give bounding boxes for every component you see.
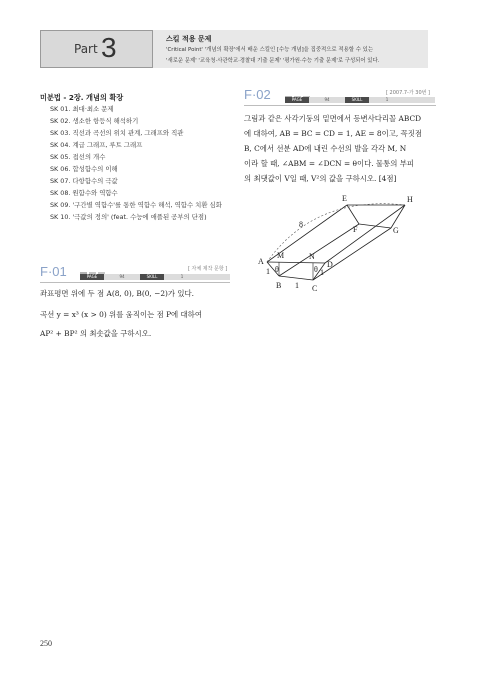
label-b: B — [276, 281, 282, 290]
label-d: D — [327, 260, 333, 269]
label-eight: 8 — [299, 220, 303, 229]
problem-f01-line-3: AP² + BP² 의 최솟값을 구하시오. — [40, 329, 152, 338]
edge-ef — [347, 205, 359, 224]
label-a: A — [258, 257, 264, 266]
bar-skill-value: 1 — [385, 97, 389, 102]
label-one-right: 1 — [320, 268, 324, 277]
edge-fg — [359, 224, 391, 228]
label-e: E — [342, 194, 347, 203]
problem-f02-line-3: B, C에서 선분 AD에 내린 수선의 발을 각각 M, N — [244, 144, 407, 153]
page-number: 250 — [40, 639, 52, 648]
label-n: N — [309, 252, 315, 261]
divider — [40, 282, 230, 283]
label-theta-left: θ — [275, 265, 279, 274]
toc-item: SK 09. '구간별 역함수'를 통한 역함수 해석, 역함수 치환 심화 — [50, 201, 222, 209]
label-one-left: 1 — [266, 267, 270, 276]
header-title: 스킬 적용 문제 — [166, 35, 212, 43]
label-theta-right: θ — [314, 265, 318, 274]
label-m: M — [277, 251, 285, 260]
label-one-bottom: 1 — [295, 281, 299, 290]
problem-f01-line-2: 곡선 y = x³ (x > 0) 위를 움직이는 점 P에 대하여 — [40, 310, 202, 319]
edge-bc — [279, 276, 313, 280]
toc-item: SK 05. 접선의 개수 — [50, 153, 106, 161]
edge-cg — [313, 228, 391, 280]
toc-item: SK 03. 직선과 곡선의 위치 관계, 그래프와 직관 — [50, 129, 184, 137]
part-label: Part — [74, 42, 98, 56]
prism-figure — [255, 190, 430, 300]
edge-gh — [391, 205, 405, 228]
toc-item: SK 07. 다항함수의 극값 — [50, 177, 118, 185]
edge-ad — [267, 262, 325, 263]
header-line-2: '새로운 문제' '교육청·사관학교·경찰대 기출 문제' '평가원·수능 기출 문제'로 구성되어 있다. — [166, 58, 380, 64]
toc-title: 미분법 - 2장. 개념의 확장 — [40, 93, 124, 102]
toc-item: SK 06. 합성함수의 이해 — [50, 165, 118, 173]
edge-bf — [279, 224, 359, 276]
bar-page-label: PAGE — [285, 97, 309, 103]
problem-f02-line-4: 이라 할 때, ∠ABM = ∠DCN = θ이다. 물통의 부피 — [244, 159, 414, 168]
bar-page-value: 94 — [119, 274, 125, 279]
toc-item: SK 10. '극값의 정의' (feat. 수능에 애플된 공부의 단점) — [50, 213, 207, 221]
problem-f01-line-1: 좌표평면 위에 두 점 A(8, 0), B(0, −2)가 있다. — [40, 289, 195, 298]
toc-item: SK 02. 생소한 항등식 해석하기 — [50, 117, 139, 125]
toc-item: SK 01. 최대·최소 문제 — [50, 105, 114, 113]
bar-page-label: PAGE — [80, 274, 104, 280]
label-g: G — [393, 226, 399, 235]
problem-source-f01: [ 자체 제작 문항 ] — [188, 266, 228, 272]
problem-f02-line-5: 의 최댓값이 V일 때, V²의 값을 구하시오. [4점] — [244, 174, 397, 183]
bar-skill-label: SKILL — [140, 274, 164, 280]
difficulty-dots — [80, 264, 107, 271]
bar-skill-value: 1 — [180, 274, 184, 279]
problem-f02-line-1: 그림과 같은 사각기둥의 밑면에서 등변사다리꼴 ABCD — [244, 114, 422, 123]
header-line-1: 'Critical Point' '개념의 확장'에서 배운 스킬인 [수능 개념]을 집중적으로 적용할 수 있는 — [166, 47, 374, 53]
toc-item: SK 08. 원함수와 역함수 — [50, 189, 118, 197]
difficulty-dots — [285, 88, 312, 95]
divider — [244, 105, 436, 106]
part-number: 3 — [101, 32, 117, 63]
bar-skill-label: SKILL — [345, 97, 369, 103]
problem-code-f02: F·02 — [244, 87, 271, 102]
problem-source-f02: [ 2007.7-가 30번 ] — [386, 90, 430, 96]
problem-f02-line-2: 에 대하여, AB = BC = CD = 1, AE = 8이고, 꼭짓점 — [244, 129, 422, 138]
label-c: C — [312, 284, 318, 293]
problem-info-bar-f02 — [285, 97, 435, 103]
label-f: F — [353, 225, 358, 234]
toc-item: SK 04. 계급 그래프, 루트 그래프 — [50, 141, 143, 149]
label-h: H — [407, 195, 413, 204]
problem-info-bar-f01 — [80, 274, 230, 280]
problem-code-f01: F·01 — [40, 264, 67, 279]
bar-page-value: 94 — [324, 97, 330, 102]
